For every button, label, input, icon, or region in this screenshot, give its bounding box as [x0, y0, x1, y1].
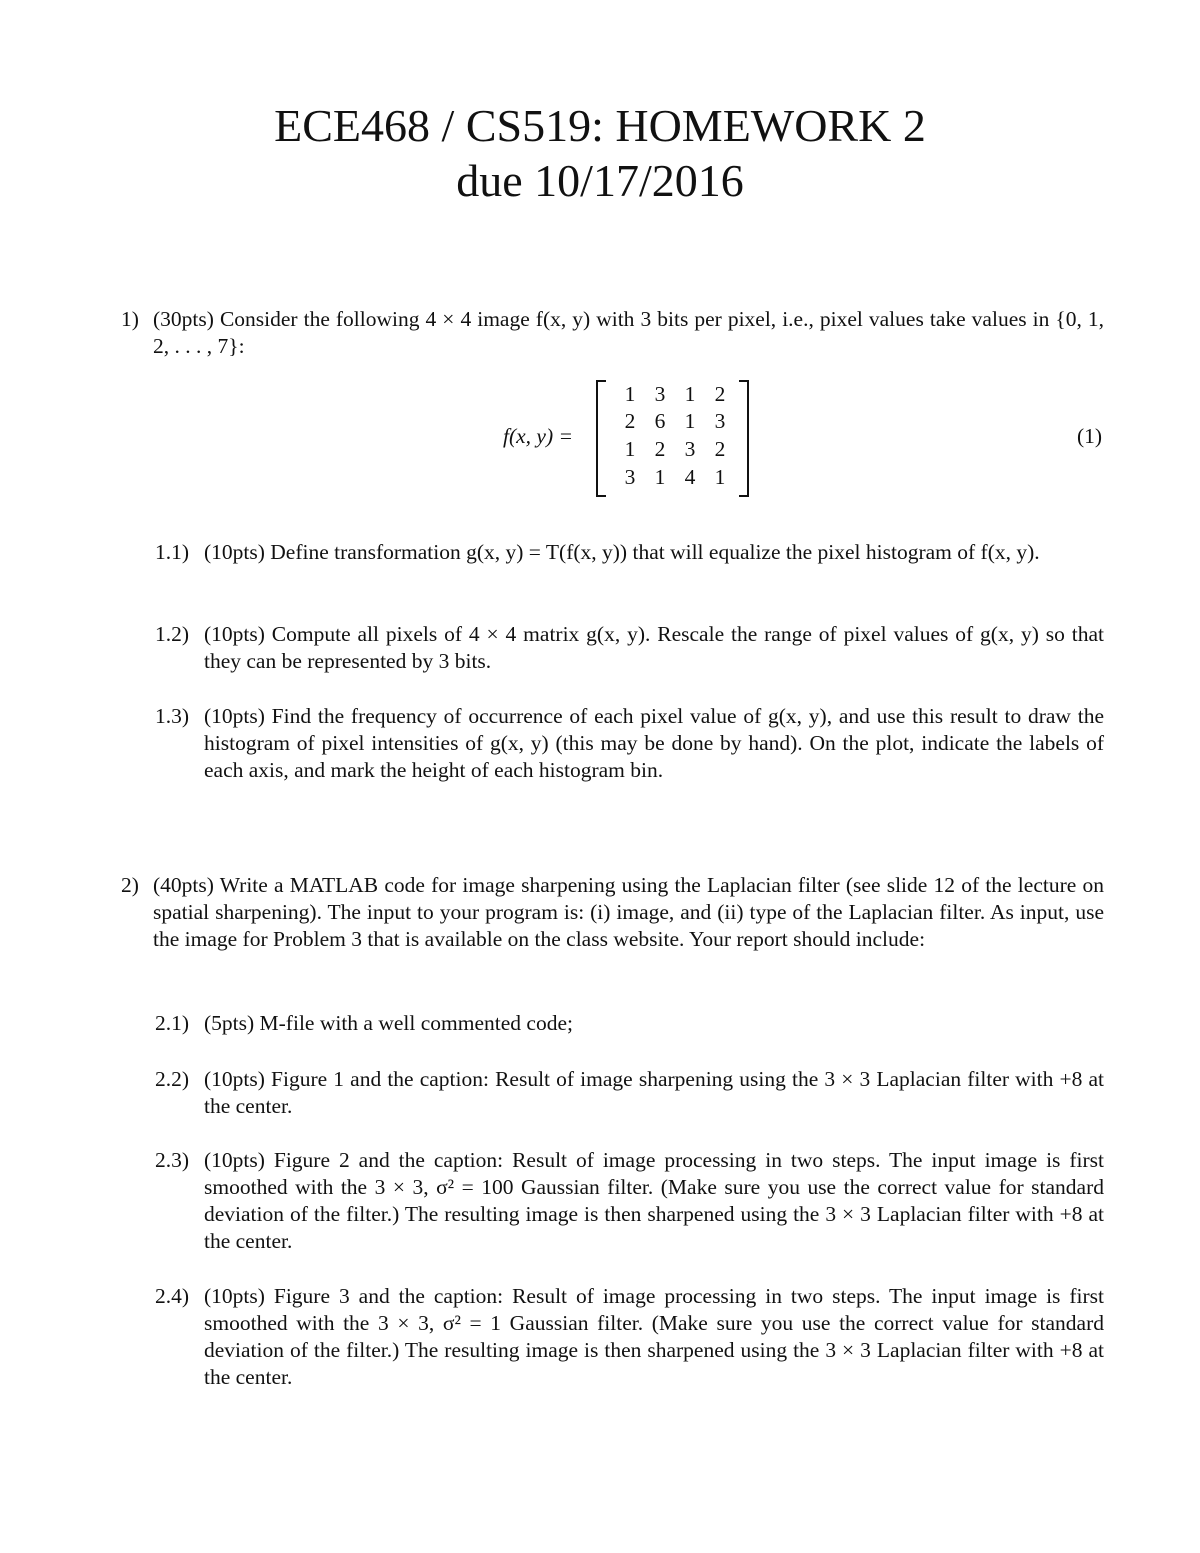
matrix-cell: 3 — [654, 382, 666, 406]
matrix-cell: 3 — [624, 465, 636, 489]
matrix-cell: 1 — [624, 437, 636, 461]
part-2-4-text: (10pts) Figure 3 and the caption: Result of image processing in two steps. The input image is first smoothed with the 3 × 3, σ² = 1 Gaussian filter. (Make sure you use the correct value for standard deviation of the filter.) The resulting image is then sharpened using the 3 × 3 Laplacian filter with +8 at the center. — [204, 1284, 1104, 1389]
part-1-3-label: 1.3) — [155, 704, 190, 728]
part-2-2-text: (10pts) Figure 1 and the caption: Result of image sharpening using the 3 × 3 Laplacian filter with +8 at the center. — [204, 1067, 1104, 1118]
part-1-2-label: 1.2) — [155, 622, 190, 646]
problem-1-intro: (30pts) Consider the following 4 × 4 image f(x, y) with 3 bits per pixel, i.e., pixel values take values in {0, 1, 2, . . . , 7}: — [153, 307, 1104, 358]
part-2-1-label: 2.1) — [155, 1011, 190, 1035]
document-title: ECE468 / CS519: HOMEWORK 2 — [274, 100, 926, 151]
matrix-cell: 2 — [714, 382, 726, 406]
part-2-4-label: 2.4) — [155, 1284, 190, 1308]
matrix-cell: 2 — [624, 409, 636, 433]
part-2-2-label: 2.2) — [155, 1067, 190, 1091]
matrix-cell: 3 — [714, 409, 726, 433]
part-1-3-text: (10pts) Find the frequency of occurrence of each pixel value of g(x, y), and use this result to draw the histogram of pixel intensities of g(x, y) (this may be done by hand). On the plot, indicate the labels of each axis, and mark the height of each histogram bin. — [204, 704, 1104, 782]
due-date: due 10/17/2016 — [456, 155, 744, 206]
matrix-right-bracket — [739, 380, 749, 497]
matrix-cell: 4 — [684, 465, 696, 489]
part-2-1-text: (5pts) M-file with a well commented code; — [204, 1011, 573, 1035]
part-2-3-label: 2.3) — [155, 1148, 190, 1172]
part-1-2-text: (10pts) Compute all pixels of 4 × 4 matrix g(x, y). Rescale the range of pixel values of g(x, y) so that they can be represented by 3 bits. — [204, 622, 1104, 673]
matrix-cell: 1 — [714, 465, 726, 489]
matrix-cell: 3 — [684, 437, 696, 461]
matrix-left-bracket — [596, 380, 606, 497]
matrix-cell: 6 — [654, 409, 666, 433]
matrix-cell: 1 — [684, 382, 696, 406]
problem-1-label: 1) — [121, 307, 139, 331]
problem-2-intro: (40pts) Write a MATLAB code for image sharpening using the Laplacian filter (see slide 12 of the lecture on spatial sharpening). The input to your program is: (i) image, and (ii) type of the Laplacian filter. As input, use the image for Problem 3 that is available on the class website. Your report should include: — [153, 873, 1104, 951]
matrix-cell: 1 — [684, 409, 696, 433]
matrix-cell: 1 — [624, 382, 636, 406]
pixel-matrix — [596, 380, 749, 495]
matrix-cell: 2 — [654, 437, 666, 461]
matrix-cell: 1 — [654, 465, 666, 489]
matrix-cell: 2 — [714, 437, 726, 461]
equation-lhs: f(x, y) = — [503, 424, 574, 448]
equation-number: (1) — [1077, 424, 1103, 448]
part-2-3-text: (10pts) Figure 2 and the caption: Result of image processing in two steps. The input image is first smoothed with the 3 × 3, σ² = 100 Gaussian filter. (Make sure you use the correct value for standard deviation of the filter.) The resulting image is then sharpened using the 3 × 3 Laplacian filter with +8 at the center. — [204, 1148, 1104, 1253]
problem-2-label: 2) — [121, 873, 139, 897]
part-1-1-text: (10pts) Define transformation g(x, y) = T(f(x, y)) that will equalize the pixel histogram of f(x, y). — [204, 540, 1040, 564]
part-1-1-label: 1.1) — [155, 540, 190, 564]
